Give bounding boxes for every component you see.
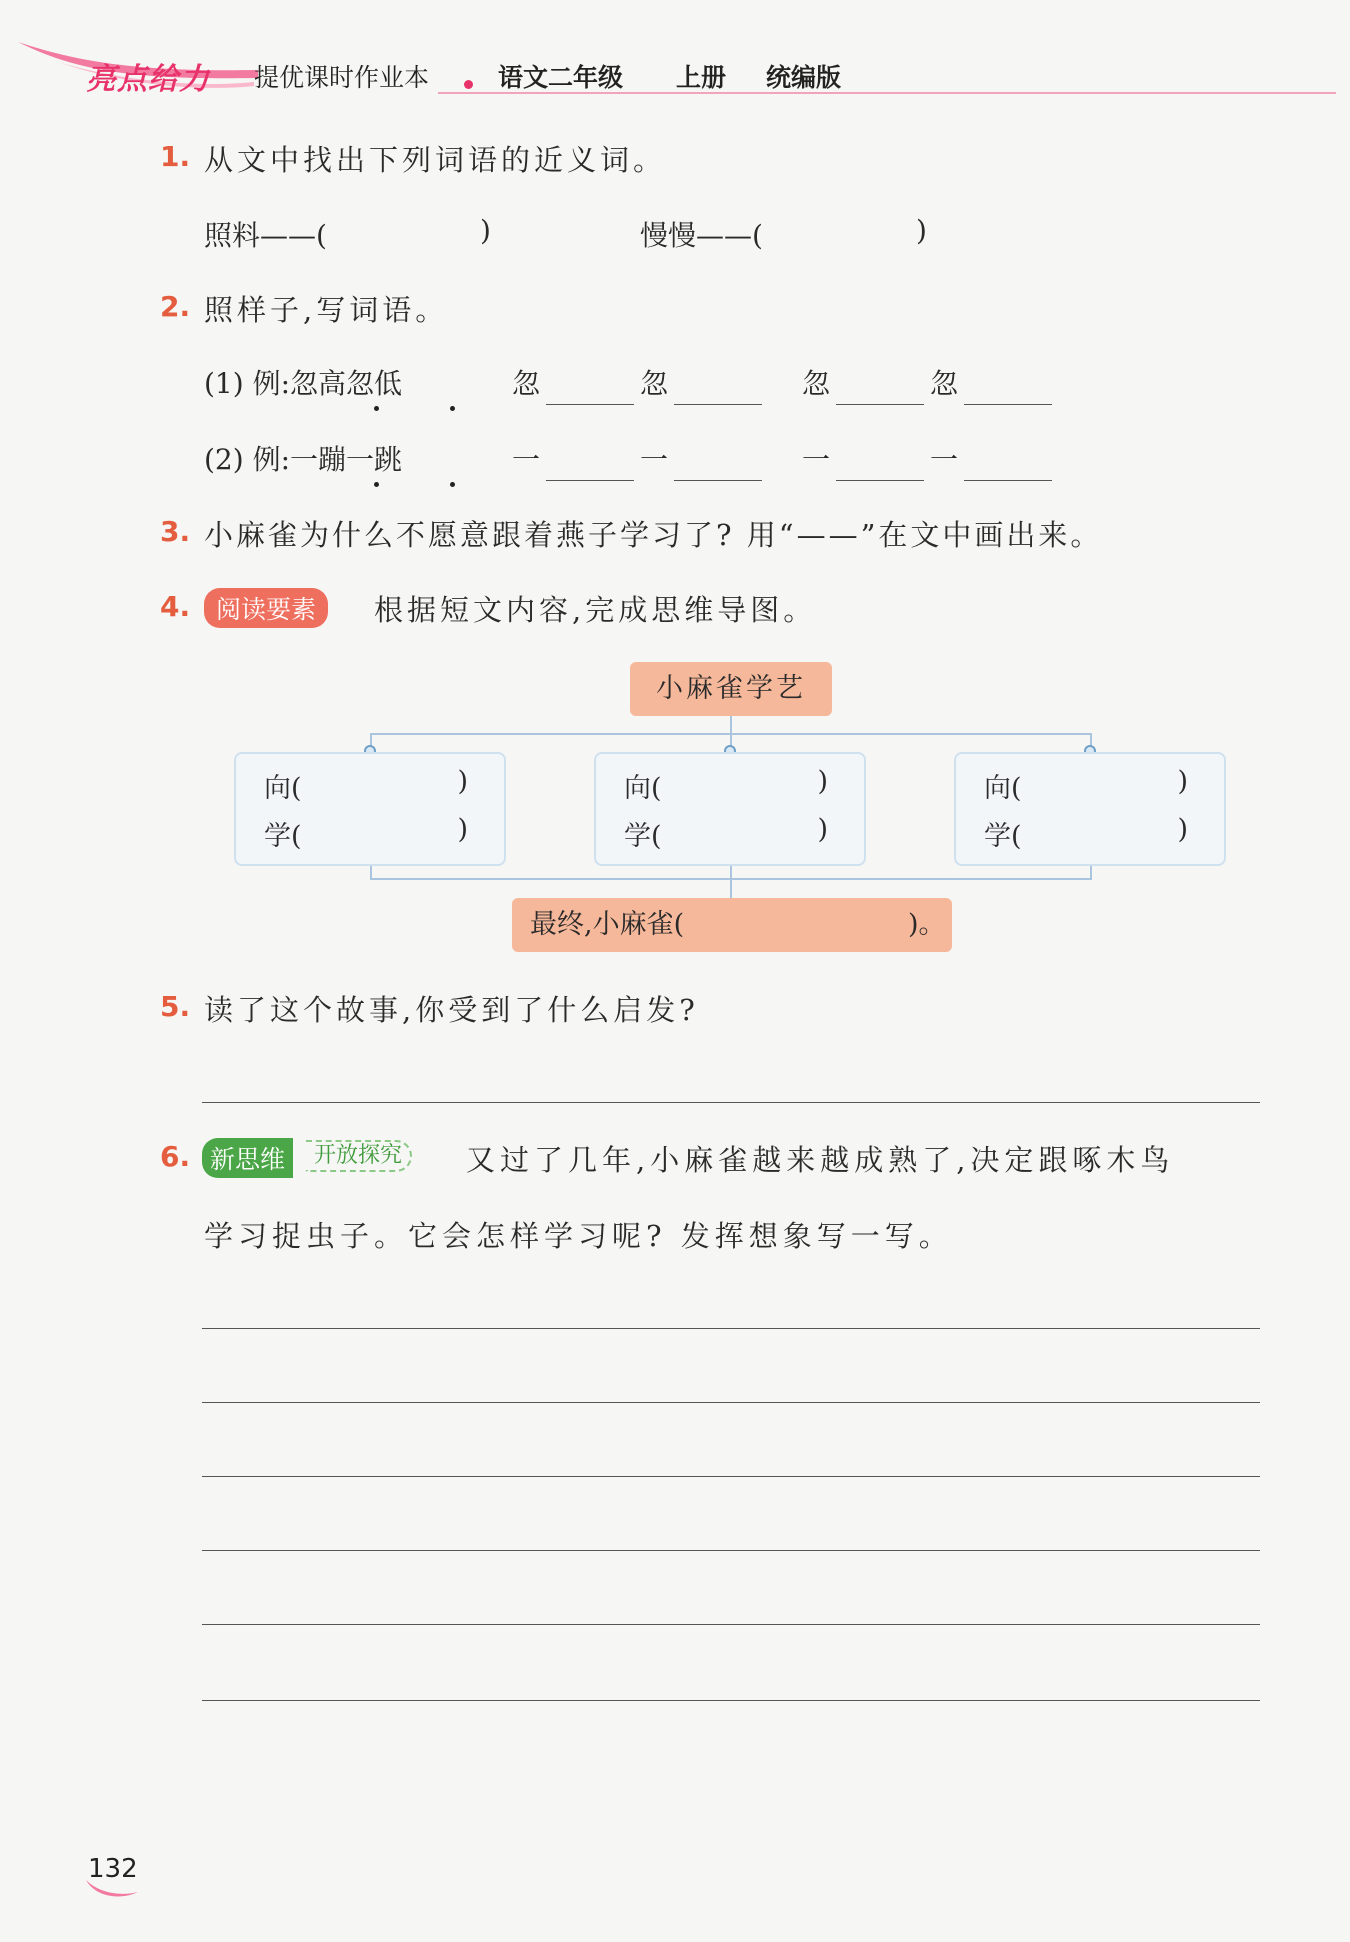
q2-answer-blank[interactable] bbox=[674, 480, 762, 481]
q2-example1: (1) 例:忽高忽低 bbox=[204, 367, 402, 400]
mindmap-title: 小麻雀学艺 bbox=[630, 662, 832, 716]
emphasis-dot bbox=[374, 406, 379, 411]
q2-answer-blank[interactable] bbox=[964, 404, 1052, 405]
grade-label: 语文二年级 bbox=[498, 63, 624, 92]
box-row-to: 向( bbox=[264, 773, 302, 804]
q2-example2: (2) 例:一蹦一跳 bbox=[204, 443, 402, 476]
q6-number: 6. bbox=[160, 1140, 191, 1173]
brand-title: 亮点给力 bbox=[86, 62, 210, 97]
edition-label: 统编版 bbox=[766, 63, 842, 92]
q2-blank-char: 忽 bbox=[930, 367, 959, 400]
page-number: 132 bbox=[88, 1854, 138, 1884]
reading-elements-tag: 阅读要素 bbox=[204, 588, 328, 628]
q2-answer-blank[interactable] bbox=[964, 480, 1052, 481]
q2-blank-char: 一 bbox=[802, 443, 831, 476]
q2-blank-char: 忽 bbox=[802, 367, 831, 400]
box-row-close: ) bbox=[817, 814, 828, 845]
answer-line[interactable] bbox=[202, 1624, 1260, 1625]
q2-blank-char: 一 bbox=[930, 443, 959, 476]
mindmap-box-2 bbox=[594, 752, 866, 866]
new-thinking-tag bbox=[202, 1138, 454, 1172]
q2-blank-char: 一 bbox=[512, 443, 541, 476]
emphasis-dot bbox=[450, 482, 455, 487]
volume-label: 上册 bbox=[676, 63, 727, 92]
answer-line[interactable] bbox=[202, 1402, 1260, 1403]
q1-item2-close: ) bbox=[916, 214, 927, 247]
answer-line[interactable] bbox=[202, 1476, 1260, 1477]
box-row-learn: 学( bbox=[624, 821, 662, 852]
box-row-close: ) bbox=[457, 766, 468, 797]
q4-prompt: 根据短文内容,完成思维导图。 bbox=[374, 593, 817, 627]
conclusion-text: 最终,小麻雀( bbox=[530, 909, 685, 940]
q2-blank-char: 一 bbox=[640, 443, 669, 476]
answer-line[interactable] bbox=[202, 1700, 1260, 1701]
q1-item1: 照料——( bbox=[204, 219, 327, 252]
q1-item1-close: ) bbox=[480, 214, 491, 247]
q2-number: 2. bbox=[160, 290, 191, 323]
new-thinking-label: 新思维 bbox=[202, 1138, 293, 1178]
q5-prompt: 读了这个故事,你受到了什么启发? bbox=[204, 993, 699, 1027]
mindmap-connector bbox=[730, 866, 732, 898]
q2-answer-blank[interactable] bbox=[836, 404, 924, 405]
answer-line[interactable] bbox=[202, 1102, 1260, 1103]
q3-number: 3. bbox=[160, 515, 191, 548]
q2-answer-blank[interactable] bbox=[546, 404, 634, 405]
q2-blank-char: 忽 bbox=[512, 367, 541, 400]
box-row-to: 向( bbox=[624, 773, 662, 804]
header-dot bbox=[464, 80, 473, 89]
mindmap-box-3 bbox=[954, 752, 1226, 866]
q2-prompt: 照样子,写词语。 bbox=[204, 293, 449, 327]
box-row-learn: 学( bbox=[984, 821, 1022, 852]
open-exploration-label: 开放探究 bbox=[306, 1140, 412, 1172]
emphasis-dot bbox=[450, 406, 455, 411]
box-row-close: ) bbox=[817, 766, 828, 797]
mindmap-connector bbox=[730, 716, 732, 734]
box-row-close: ) bbox=[1177, 766, 1188, 797]
q5-number: 5. bbox=[160, 990, 191, 1023]
answer-line[interactable] bbox=[202, 1550, 1260, 1551]
box-row-learn: 学( bbox=[264, 821, 302, 852]
q4-number: 4. bbox=[160, 590, 191, 623]
q2-answer-blank[interactable] bbox=[836, 480, 924, 481]
q2-blank-char: 忽 bbox=[640, 367, 669, 400]
mindmap-conclusion bbox=[512, 898, 952, 952]
q2-answer-blank[interactable] bbox=[546, 480, 634, 481]
q3-prompt: 小麻雀为什么不愿意跟着燕子学习了? 用“——”在文中画出来。 bbox=[204, 518, 1103, 552]
box-row-close: ) bbox=[457, 814, 468, 845]
emphasis-dot bbox=[374, 482, 379, 487]
conclusion-close: )。 bbox=[908, 909, 946, 940]
q1-number: 1. bbox=[160, 140, 191, 173]
box-row-to: 向( bbox=[984, 773, 1022, 804]
box-row-close: ) bbox=[1177, 814, 1188, 845]
q1-item2: 慢慢——( bbox=[640, 219, 763, 252]
page-header bbox=[18, 42, 1338, 112]
q6-prompt-line2: 学习捉虫子。它会怎样学习呢? 发挥想象写一写。 bbox=[204, 1219, 953, 1253]
mindmap-box-1 bbox=[234, 752, 506, 866]
q6-prompt-line1: 又过了几年,小麻雀越来越成熟了,决定跟啄木鸟 bbox=[466, 1143, 1175, 1177]
q1-prompt: 从文中找出下列词语的近义词。 bbox=[204, 143, 667, 177]
q2-answer-blank[interactable] bbox=[674, 404, 762, 405]
answer-line[interactable] bbox=[202, 1328, 1260, 1329]
series-title: 提优课时作业本 bbox=[254, 63, 430, 92]
